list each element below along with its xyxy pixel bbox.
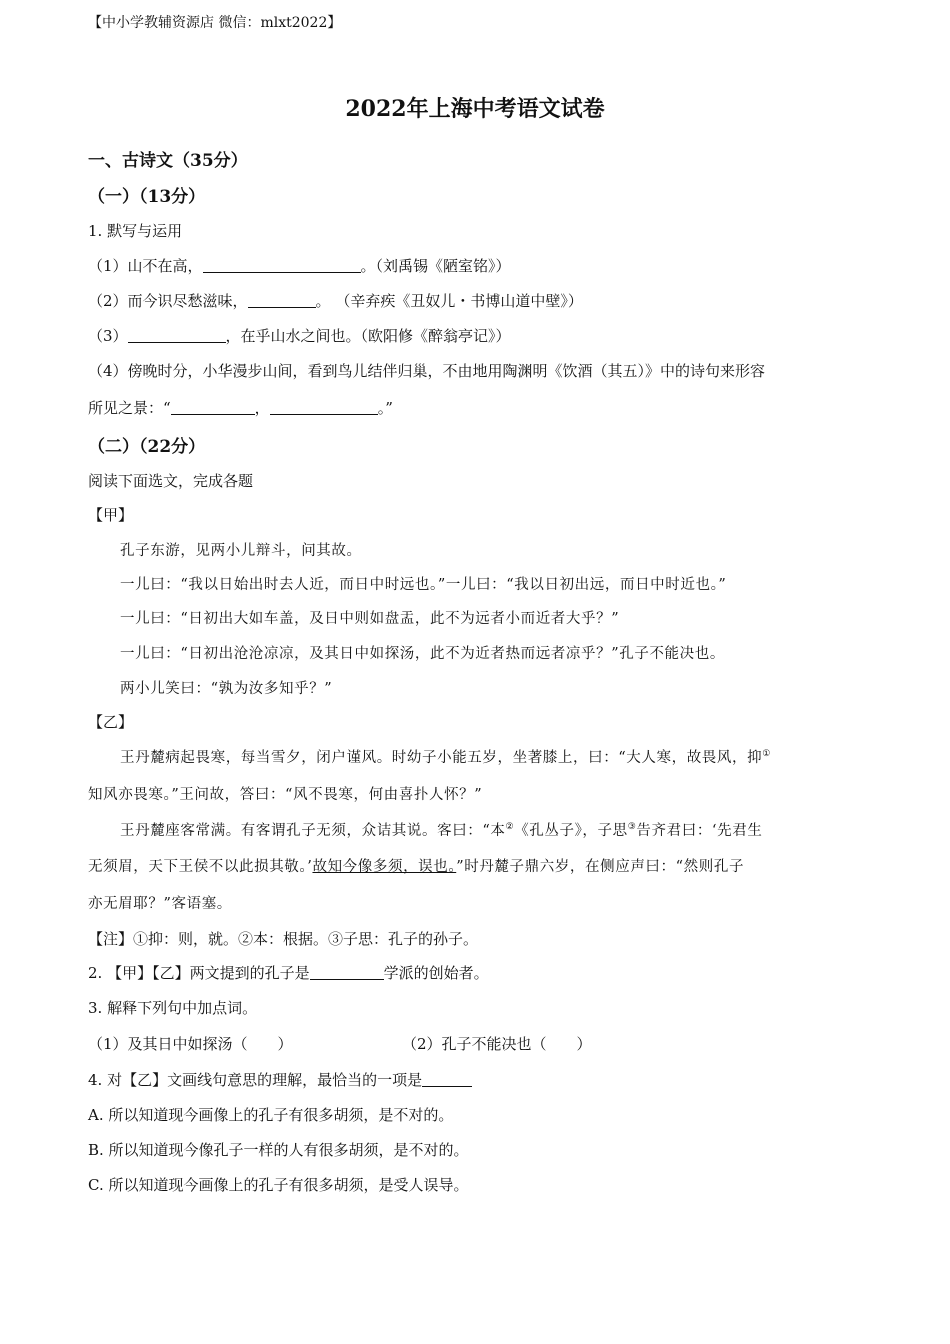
question-1-item-3: （3） ，在乎山水之间也。（欧阳修《醉翁亭记》） <box>88 327 511 345</box>
passage-jia-label: 【甲】 <box>88 506 134 524</box>
answer-blank[interactable] <box>248 292 316 308</box>
question-3-item-2: （2）孔子不能决也（ ） <box>402 1035 592 1053</box>
passage-yi-label: 【乙】 <box>88 713 134 731</box>
passage-yi-line: 王丹麓座客常满。有客谓孔子无须，众诘其说。客曰：“本②《孔丛子》，子思③告齐君曰：‘先君生 <box>120 822 763 839</box>
option-a[interactable]: A. 所以知道现今画像上的孔子有很多胡须，是不对的。 <box>88 1106 454 1124</box>
footnote-marker: ① <box>762 749 771 760</box>
answer-blank[interactable] <box>310 964 384 980</box>
part-heading-2: （二）（22分） <box>88 437 206 457</box>
underlined-sentence: 故知今像多须，误也。 <box>312 859 457 875</box>
section-heading-ancient-poetry: 一、古诗文（35分） <box>88 151 248 171</box>
part-heading-1: （一）（13分） <box>88 187 206 207</box>
annotation-note: 【注】①抑：则，就。②本：根据。③子思：孔子的孙子。 <box>88 930 479 948</box>
question-1-item-4-line-1: （4）傍晚时分，小华漫步山间，看到鸟儿结伴归巢，不由地用陶渊明《饮酒（其五）》中的诗句来形容 <box>88 362 766 380</box>
passage-yi-line: 无须眉，天下王侯不以此损其敬。’故知今像多须，误也。”时丹麓子鼎六岁，在侧应声曰：“然则孔子 <box>88 859 745 875</box>
answer-blank[interactable] <box>203 257 361 273</box>
option-c[interactable]: C. 所以知道现今画像上的孔子有很多胡须，是受人误导。 <box>88 1176 469 1194</box>
passage-jia-line: 孔子东游，见两小儿辩斗，问其故。 <box>120 543 362 559</box>
page-title: 2022年上海中考语文试卷 <box>345 96 605 122</box>
question-1-stem: 1. 默写与运用 <box>88 222 183 240</box>
question-1-item-4-line-2: 所见之景：“ ， 。” <box>88 399 393 417</box>
passage-jia-line: 一儿曰：“我以日始出时去人近，而日中时远也。”一儿曰：“我以日初出远，而日中时近也。” <box>120 577 727 593</box>
question-2: 2. 【甲】【乙】两文提到的孔子是 学派的创始者。 <box>88 964 489 982</box>
passage-jia-line: 两小儿笑曰：“孰为汝多知乎？” <box>120 681 333 697</box>
question-3-stem: 3. 解释下列句中加点词。 <box>88 999 258 1017</box>
question-1-item-1: （1）山不在高， 。（刘禹锡《陋室铭》） <box>88 257 511 275</box>
answer-blank[interactable] <box>171 399 255 415</box>
passage-yi-line: 王丹麓病起畏寒，每当雪夕，闭户谨风。时幼子小能五岁，坐著膝上，曰：“大人寒，故畏风，抑① <box>120 749 771 766</box>
reading-intro: 阅读下面选文，完成各题 <box>88 472 254 490</box>
answer-blank[interactable] <box>422 1071 472 1087</box>
header-note: 【中小学教辅资源店 微信：mlxt2022】 <box>88 15 342 31</box>
question-4-stem: 4. 对【乙】文画线句意思的理解，最恰当的一项是 <box>88 1069 472 1090</box>
question-3-item-1: （1）及其日中如探汤（ ） <box>88 1035 293 1053</box>
option-b[interactable]: B. 所以知道现今像孔子一样的人有很多胡须，是不对的。 <box>88 1141 469 1159</box>
answer-blank[interactable] <box>128 327 226 343</box>
passage-yi-line: 亦无眉耶？”客语塞。 <box>88 896 232 912</box>
passage-jia-line: 一儿曰：“日初出大如车盖，及日中则如盘盂，此不为远者小而近者大乎？” <box>120 611 620 627</box>
passage-jia-line: 一儿曰：“日初出沧沧凉凉，及其日中如探汤，此不为近者热而远者凉乎？”孔子不能决也。 <box>120 646 725 662</box>
footnote-marker: ③ <box>627 822 637 833</box>
answer-blank[interactable] <box>270 399 378 415</box>
passage-yi-line: 知风亦畏寒。”王问故，答曰：“风不畏寒，何由喜扑人怀？” <box>88 787 483 803</box>
question-1-item-2: （2）而今识尽愁滋味， 。 （辛弃疾《丑奴儿・书博山道中壁》） <box>88 292 583 310</box>
footnote-marker: ② <box>505 822 515 833</box>
